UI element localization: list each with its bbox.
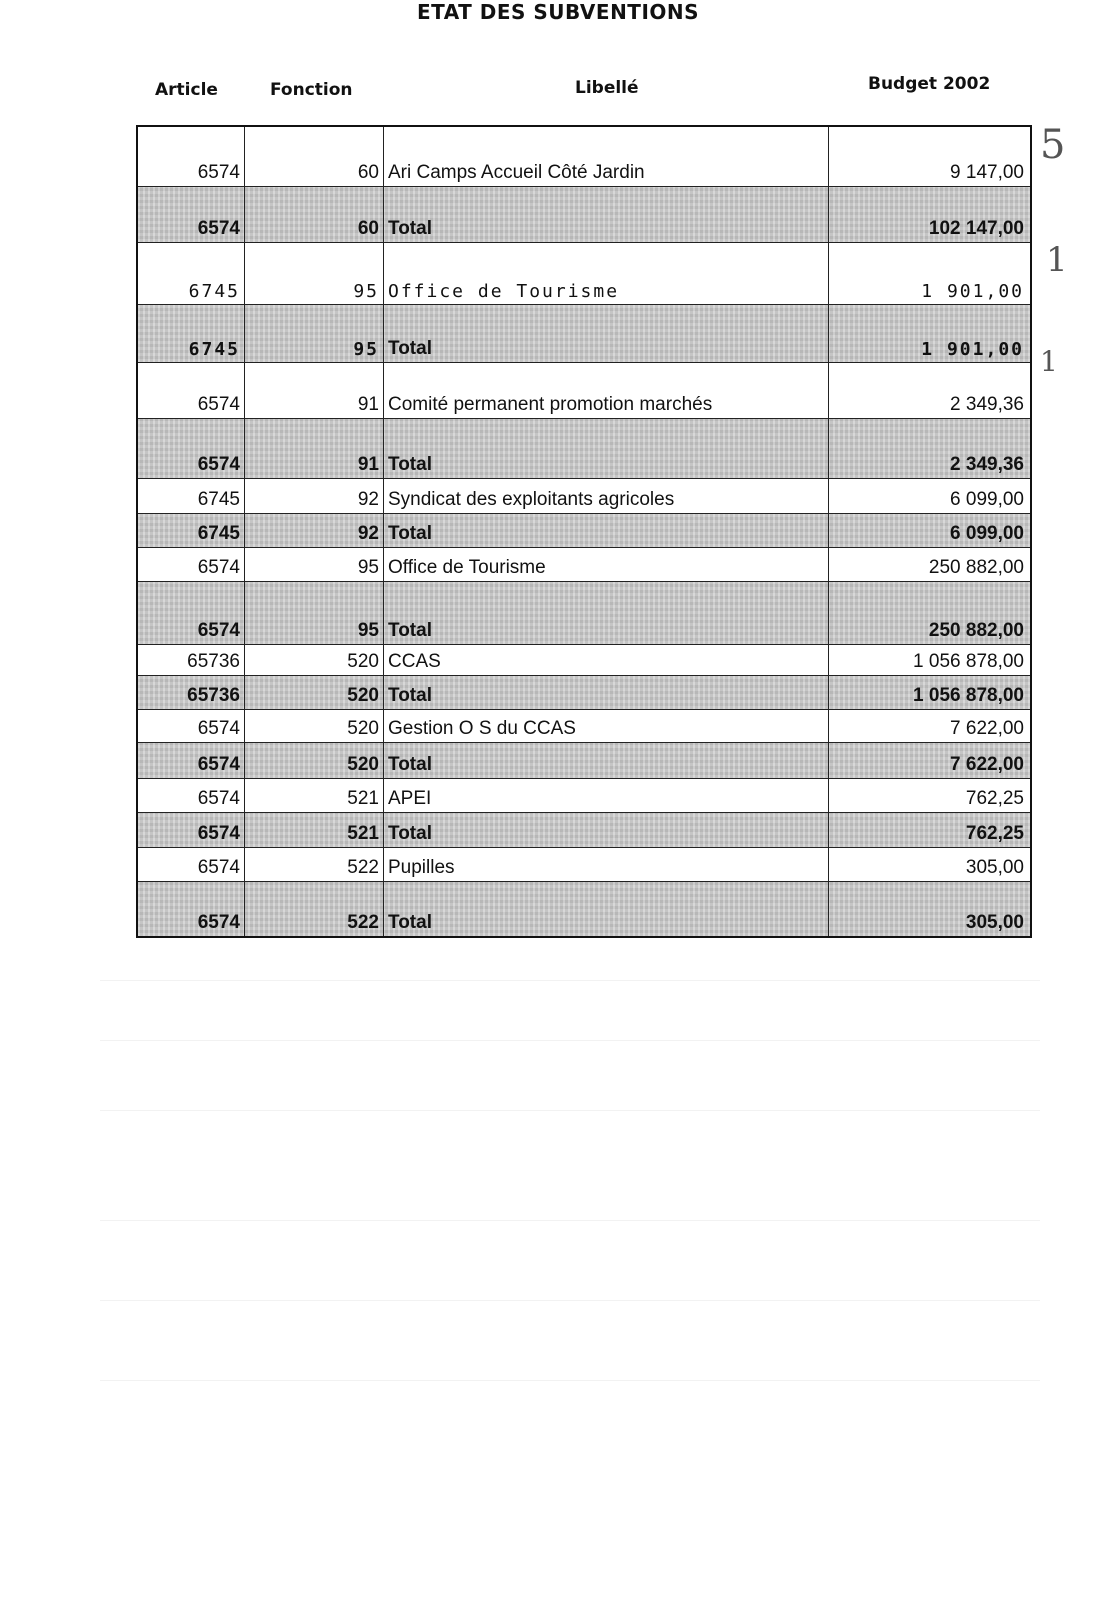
libelle-cell: Total: [384, 514, 829, 547]
amount-cell: 9 147,00: [950, 162, 1024, 183]
table-row: [138, 127, 1030, 186]
amount-cell: 250 882,00: [928, 620, 1024, 641]
handwritten-mark: 1: [1040, 345, 1058, 378]
bleed-through-background: [100, 960, 1060, 1520]
article-cell: 6574: [138, 582, 245, 644]
libelle-cell: Total: [384, 582, 829, 644]
column-header-article: Article: [155, 80, 218, 100]
amount-cell: 1 901,00: [921, 339, 1024, 360]
fonction-cell: 91: [245, 419, 384, 478]
amount-cell: 762,25: [965, 788, 1024, 809]
article-cell: 6574: [138, 127, 245, 186]
fonction-cell: 95: [245, 243, 384, 304]
libelle-cell: Total: [384, 882, 829, 936]
libelle-cell: Total: [384, 813, 829, 847]
amount-cell: 2 349,36: [950, 454, 1024, 475]
amount-cell: 2 349,36: [950, 394, 1024, 415]
table-row: [138, 478, 1030, 513]
fonction-cell: 95: [245, 582, 384, 644]
fonction-cell: 522: [245, 848, 384, 881]
amount-cell: 7 622,00: [950, 718, 1024, 739]
libelle-cell: APEI: [384, 779, 829, 812]
libelle-cell: Total: [384, 419, 829, 478]
libelle-cell: Total: [384, 676, 829, 709]
libelle-cell: Total: [384, 187, 829, 242]
table-row: [138, 362, 1030, 418]
amount-cell: 7 622,00: [950, 754, 1024, 775]
article-cell: 6745: [138, 479, 245, 513]
amount-cell: 305,00: [965, 857, 1024, 878]
libelle-cell: Total: [384, 305, 829, 362]
fonction-cell: 521: [245, 813, 384, 847]
fonction-cell: 92: [245, 514, 384, 547]
amount-cell: 1 901,00: [921, 281, 1024, 302]
table-total-row: [138, 881, 1030, 936]
libelle-cell: Comité permanent promotion marchés: [384, 363, 829, 418]
table-row: [138, 847, 1030, 881]
article-cell: 6574: [138, 548, 245, 581]
article-cell: 65736: [138, 645, 245, 675]
fonction-cell: 60: [245, 187, 384, 242]
libelle-cell: Total: [384, 743, 829, 778]
article-cell: 6574: [138, 813, 245, 847]
table-total-row: [138, 418, 1030, 478]
fonction-cell: 91: [245, 363, 384, 418]
article-cell: 6574: [138, 187, 245, 242]
amount-cell: 102 147,00: [928, 218, 1024, 239]
fonction-cell: 520: [245, 743, 384, 778]
subsidies-table: [136, 125, 1032, 938]
handwritten-mark: 1: [1046, 240, 1068, 280]
article-cell: 6574: [138, 779, 245, 812]
column-header-fonction: Fonction: [270, 80, 353, 100]
fonction-cell: 521: [245, 779, 384, 812]
fonction-cell: 520: [245, 710, 384, 742]
table-total-row: [138, 581, 1030, 644]
article-cell: 6745: [138, 243, 245, 304]
table-total-row: [138, 742, 1030, 778]
amount-cell: 1 056 878,00: [913, 685, 1024, 706]
fonction-cell: 95: [245, 548, 384, 581]
table-row: [138, 547, 1030, 581]
amount-cell: 305,00: [965, 912, 1024, 933]
libelle-cell: Syndicat des exploitants agricoles: [384, 479, 829, 513]
article-cell: 6745: [138, 305, 245, 362]
amount-cell: 762,25: [965, 823, 1024, 844]
table-total-row: [138, 304, 1030, 362]
table-row: [138, 644, 1030, 675]
article-cell: 6574: [138, 743, 245, 778]
table-total-row: [138, 812, 1030, 847]
libelle-cell: Pupilles: [384, 848, 829, 881]
amount-cell: 1 056 878,00: [913, 651, 1024, 672]
fonction-cell: 520: [245, 645, 384, 675]
table-row: [138, 778, 1030, 812]
libelle-cell: CCAS: [384, 645, 829, 675]
table-total-row: [138, 186, 1030, 242]
article-cell: 6574: [138, 419, 245, 478]
libelle-cell: Ari Camps Accueil Côté Jardin: [384, 127, 829, 186]
article-cell: 6745: [138, 514, 245, 547]
fonction-cell: 60: [245, 127, 384, 186]
article-cell: 6574: [138, 882, 245, 936]
libelle-cell: Office de Tourisme: [384, 243, 829, 304]
fonction-cell: 520: [245, 676, 384, 709]
table-total-row: [138, 513, 1030, 547]
table-row: [138, 709, 1030, 742]
libelle-cell: Office de Tourisme: [384, 548, 829, 581]
table-total-row: [138, 675, 1030, 709]
column-header-budget: Budget 2002: [868, 74, 991, 94]
amount-cell: 6 099,00: [950, 489, 1024, 510]
handwritten-mark: 5: [1040, 122, 1066, 168]
libelle-cell: Gestion O S du CCAS: [384, 710, 829, 742]
table-row: [138, 242, 1030, 304]
fonction-cell: 522: [245, 882, 384, 936]
article-cell: 6574: [138, 363, 245, 418]
article-cell: 65736: [138, 676, 245, 709]
article-cell: 6574: [138, 710, 245, 742]
article-cell: 6574: [138, 848, 245, 881]
column-header-libelle: Libellé: [575, 78, 639, 98]
fonction-cell: 92: [245, 479, 384, 513]
amount-cell: 250 882,00: [928, 557, 1024, 578]
fonction-cell: 95: [245, 305, 384, 362]
amount-cell: 6 099,00: [950, 523, 1024, 544]
page-title: ETAT DES SUBVENTIONS: [416, 0, 700, 24]
